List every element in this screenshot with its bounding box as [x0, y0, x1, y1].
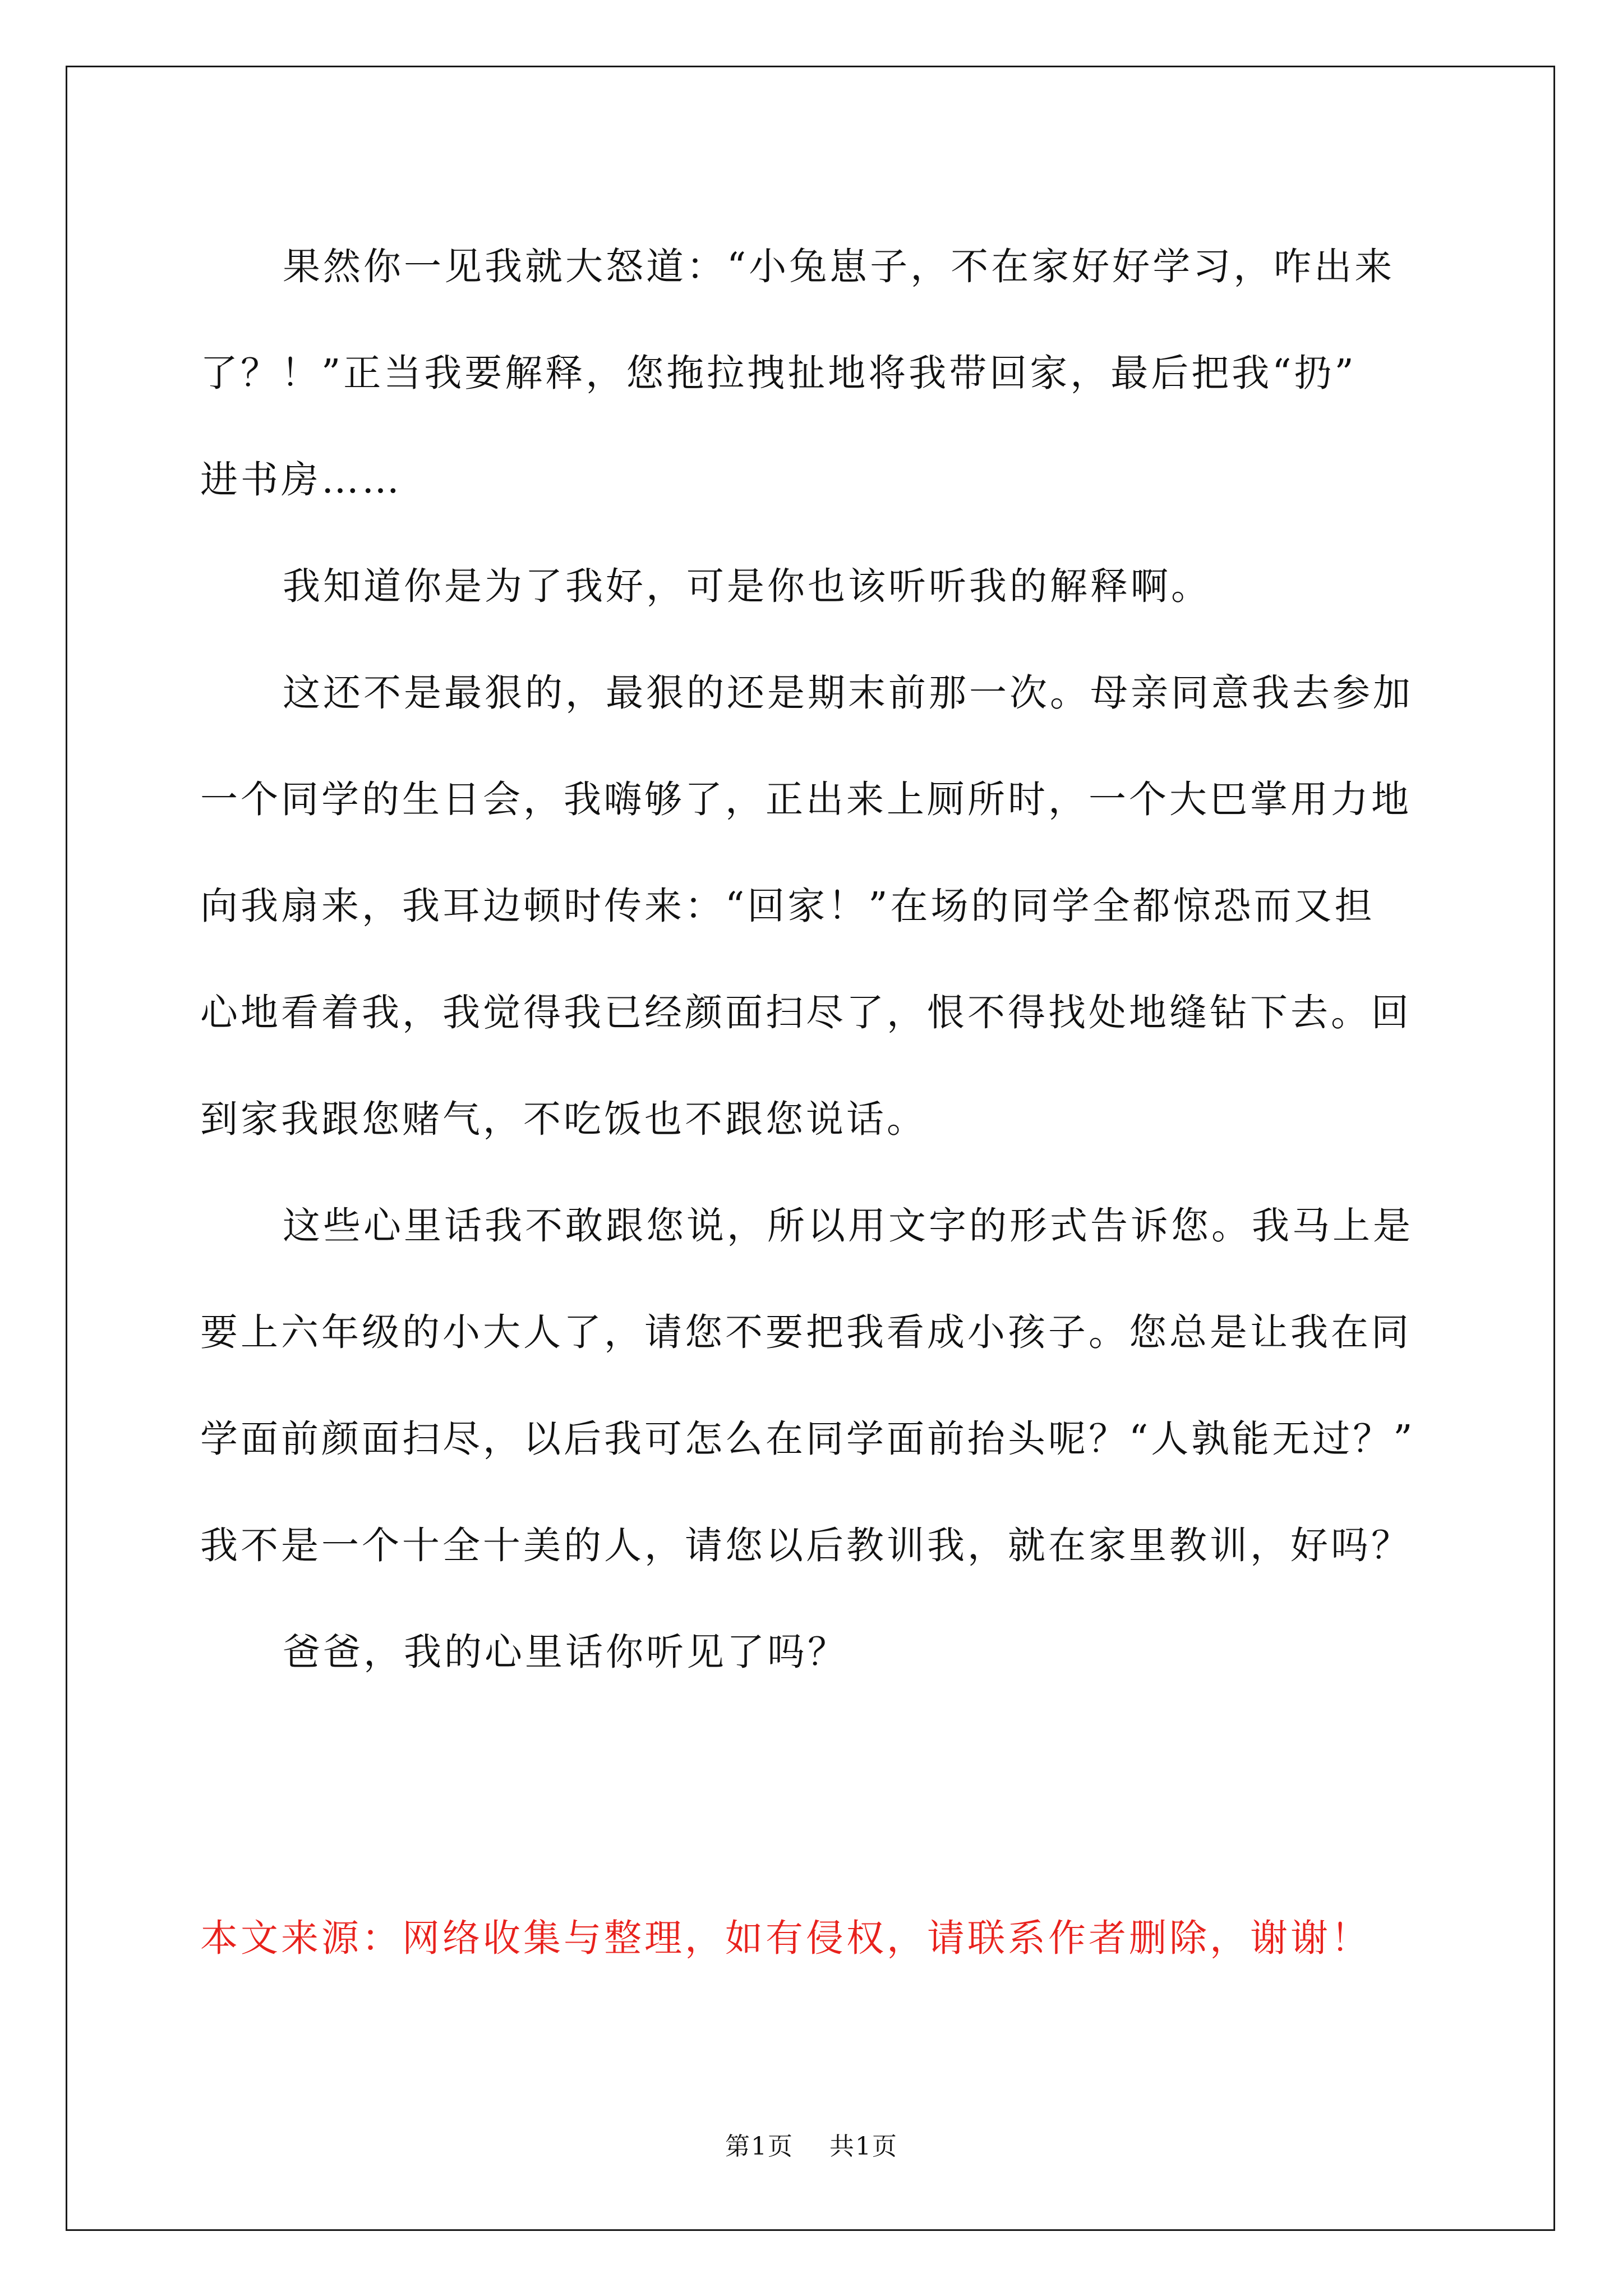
page-number-current: 第1页	[725, 2132, 794, 2161]
paragraph-line: 学面前颜面扫尽，以后我可怎么在同学面前抬头呢？“人孰能无过？”	[200, 1417, 1415, 1461]
paragraph-line: 一个同学的生日会，我嗨够了，正出来上厕所时，一个大巴掌用力地	[200, 777, 1412, 821]
paragraph-line: 爸爸，我的心里话你听见了吗？	[283, 1630, 848, 1674]
source-note: 本文来源：网络收集与整理，如有侵权，请联系作者删除，谢谢！	[200, 1916, 1371, 1960]
paragraph-line: 心地看着我，我觉得我已经颜面扫尽了，恨不得找处地缝钻下去。回	[200, 991, 1412, 1034]
paragraph-line: 了？！”正当我要解释，您拖拉拽扯地将我带回家，最后把我“扔”	[200, 351, 1357, 395]
paragraph-line: 要上六年级的小大人了，请您不要把我看成小孩子。您总是让我在同	[200, 1310, 1412, 1354]
paragraph-line: 向我扇来，我耳边顿时传来：“回家！”在场的同学全都惊恐而又担	[200, 884, 1375, 928]
paragraph-line: 这些心里话我不敢跟您说，所以用文字的形式告诉您。我马上是	[283, 1204, 1413, 1248]
paragraph-line: 这还不是最狠的，最狠的还是期末前那一次。母亲同意我去参加	[283, 671, 1413, 715]
paragraph-line: 我不是一个十全十美的人，请您以后教训我，就在家里教训，好吗？	[200, 1524, 1412, 1567]
paragraph-line: 果然你一见我就大怒道：“小兔崽子，不在家好好学习，咋出来	[283, 245, 1395, 288]
paragraph-line: 我知道你是为了我好，可是你也该听听我的解释啊。	[283, 564, 1211, 608]
document-body	[200, 213, 1434, 1705]
page-number-total: 共1页	[829, 2132, 898, 2161]
paragraph-line: 到家我跟您赌气，不吃饭也不跟您说话。	[200, 1097, 927, 1141]
page-footer	[0, 2126, 1623, 2162]
paragraph-line: 进书房……	[200, 458, 402, 501]
